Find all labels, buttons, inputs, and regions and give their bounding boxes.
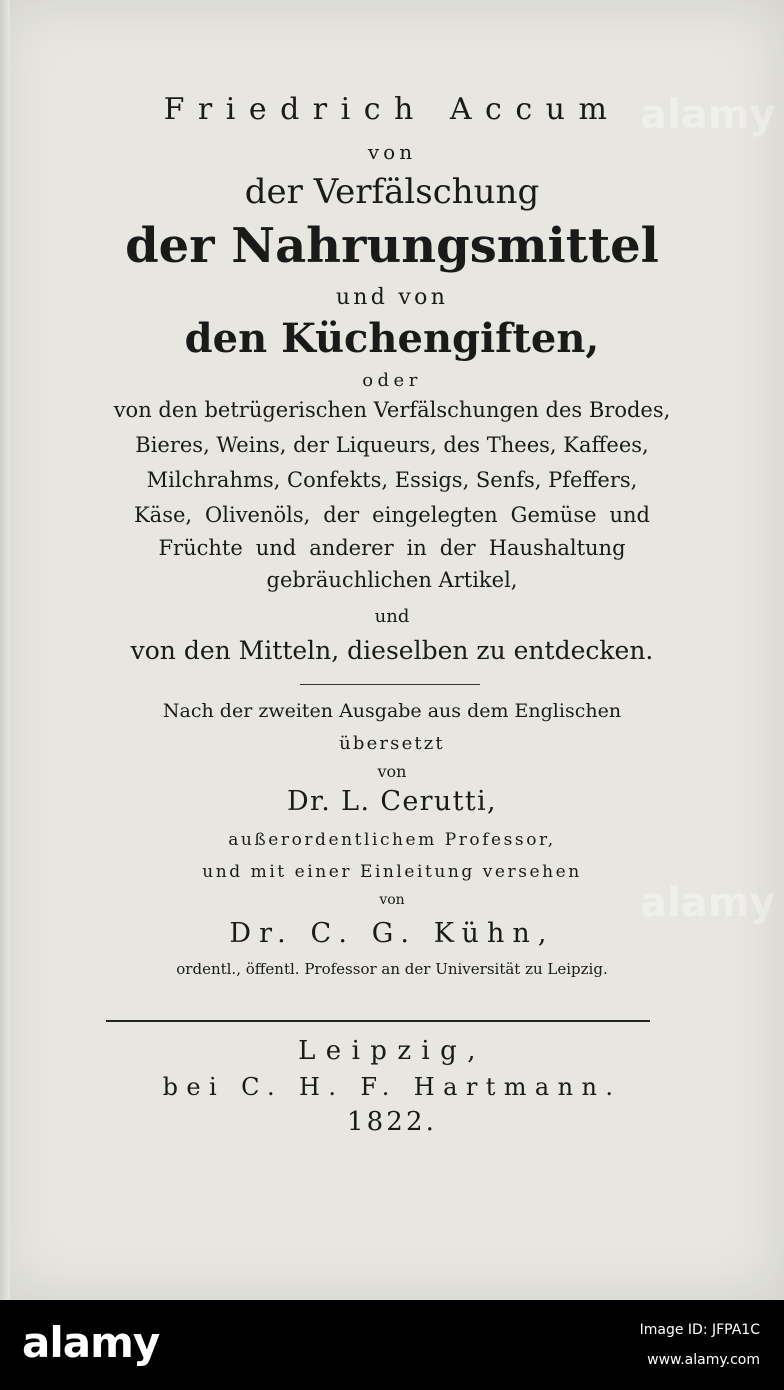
subtitle-line: Bieres, Weins, der Liqueurs, des Thees, Kaffees, bbox=[135, 433, 649, 457]
translation-line: Nach der zweiten Ausgabe aus dem Englischen bbox=[162, 700, 622, 722]
watermark-logo: alamy bbox=[640, 92, 776, 138]
long-rule bbox=[106, 1020, 650, 1022]
site-url: www.alamy.com bbox=[647, 1352, 760, 1368]
von-line-1: von bbox=[367, 140, 417, 164]
und-von-line: und von bbox=[335, 285, 449, 310]
place: Leipzig, bbox=[298, 1036, 486, 1066]
oder-line: oder bbox=[362, 370, 422, 391]
subtitle-line: von den betrügerischen Verfälschungen des Brodes, bbox=[113, 398, 671, 422]
subtitle-line: Käse, Olivenöls, der eingelegten Gemüse und bbox=[133, 503, 650, 527]
subtitle-line: Früchte und anderer in der Haushaltung bbox=[158, 536, 626, 560]
translator-title: außerordentlichem Professor, bbox=[228, 830, 556, 850]
year: 1822. bbox=[346, 1107, 438, 1137]
von-line-3: von bbox=[379, 892, 405, 908]
translator-name: Dr. L. Cerutti, bbox=[287, 786, 497, 817]
introducer-name: Dr. C. G. Kühn, bbox=[229, 918, 555, 949]
von-den-mitteln: von den Mitteln, dieselben zu entdecken. bbox=[130, 636, 654, 665]
subtitle-line: gebräuchlichen Artikel, bbox=[266, 568, 518, 592]
den-kuechengiften: den Küchengiften, bbox=[184, 315, 600, 362]
watermark-logo: alamy bbox=[640, 880, 776, 926]
alamy-logo: alamy bbox=[22, 1318, 160, 1367]
image-id-label: Image ID: JFPA1C bbox=[639, 1322, 760, 1338]
introduction-line: und mit einer Einleitung versehen bbox=[202, 862, 582, 882]
der-nahrungsmittel: der Nahrungsmittel bbox=[125, 218, 659, 274]
von-line-2: von bbox=[377, 762, 407, 781]
uebersetzt-line: übersetzt bbox=[339, 733, 445, 754]
short-rule bbox=[300, 684, 480, 685]
introducer-title: ordentl., öffentl. Professor an der Universität zu Leipzig. bbox=[176, 960, 608, 978]
und-line: und bbox=[374, 606, 410, 627]
author-name: Friedrich Accum bbox=[163, 92, 621, 127]
publisher: bei C. H. F. Hartmann. bbox=[162, 1073, 622, 1101]
subtitle-line: Milchrahms, Confekts, Essigs, Senfs, Pfeffers, bbox=[146, 468, 638, 492]
der-verfaelschung: der Verfälschung bbox=[244, 172, 540, 212]
